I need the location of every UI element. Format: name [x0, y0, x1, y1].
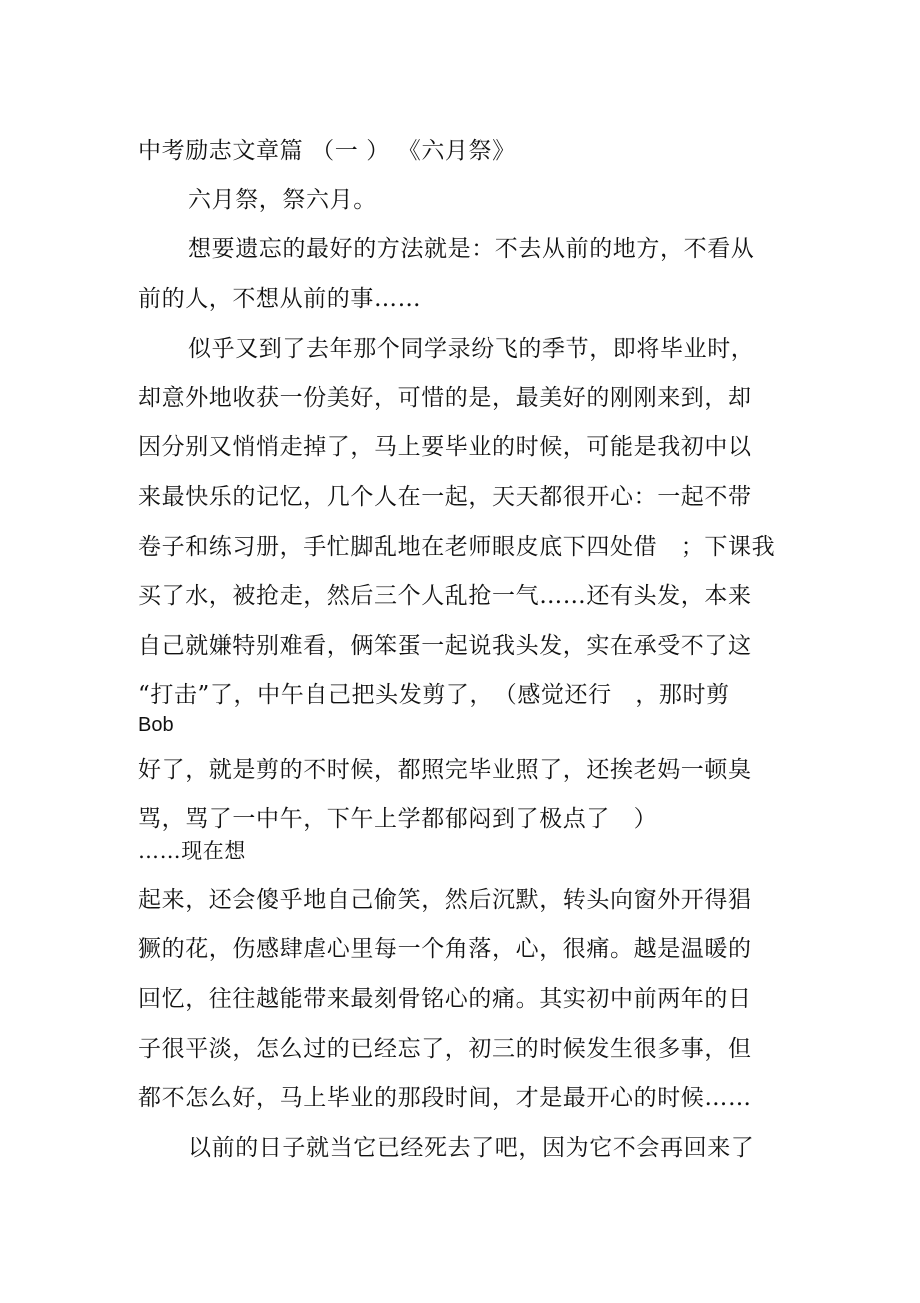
text-line: 獗的花，伤感肆虐心里每一个角落，心，很痛。越是温暖的	[138, 936, 752, 962]
text-line-fragment: Bob	[138, 714, 174, 736]
text-line: 却意外地收获一份美好，可惜的是，最美好的刚刚来到，却	[138, 385, 752, 411]
text-line: 来最快乐的记忆，几个人在一起，天天都很开心：一起不带	[138, 484, 752, 510]
text-line: 以前的日子就当它已经死去了吧，因为它不会再回来了	[188, 1135, 755, 1161]
text-line: 骂，骂了一中午，下午上学都郁闷到了极点了 ）	[138, 806, 658, 832]
text-line-fragment: ……现在想	[138, 839, 246, 863]
text-line: 买了水，被抢走，然后三个人乱抢一气……还有头发，本来	[138, 583, 752, 609]
text-line: 自己就嫌特别难看，俩笨蛋一起说我头发，实在承受不了这	[138, 633, 752, 659]
document-title: 中考励志文章篇 （一 ） 《六月祭》	[138, 138, 516, 164]
text-line: 子很平淡，怎么过的已经忘了，初三的时候发生很多事，但	[138, 1036, 752, 1062]
text-line: “打击”了，中午自己把头发剪了， （感觉还行 ，那时剪	[138, 682, 730, 708]
text-line: 似乎又到了去年那个同学录纷飞的季节，即将毕业时，	[188, 336, 755, 362]
text-line: 想要遗忘的最好的方法就是：不去从前的地方，不看从	[188, 236, 755, 262]
text-line: 前的人，不想从前的事……	[138, 286, 422, 312]
text-line: 好了，就是剪的不时候，都照完毕业照了，还挨老妈一顿臭	[138, 757, 752, 783]
text-line: 卷子和练习册，手忙脚乱地在老师眼皮底下四处借 ；下课我	[138, 534, 776, 560]
text-line: 回忆，往往越能带来最刻骨铭心的痛。其实初中前两年的日	[138, 986, 752, 1012]
text-line: 起来，还会傻乎地自己偷笑，然后沉默，转头向窗外开得猖	[138, 887, 752, 913]
text-line: 因分别又悄悄走掉了，马上要毕业的时候，可能是我初中以	[138, 434, 752, 460]
text-line: 都不怎么好，马上毕业的那段时间，才是最开心的时候……	[138, 1085, 752, 1111]
text-line: 六月祭，祭六月。	[188, 187, 377, 213]
